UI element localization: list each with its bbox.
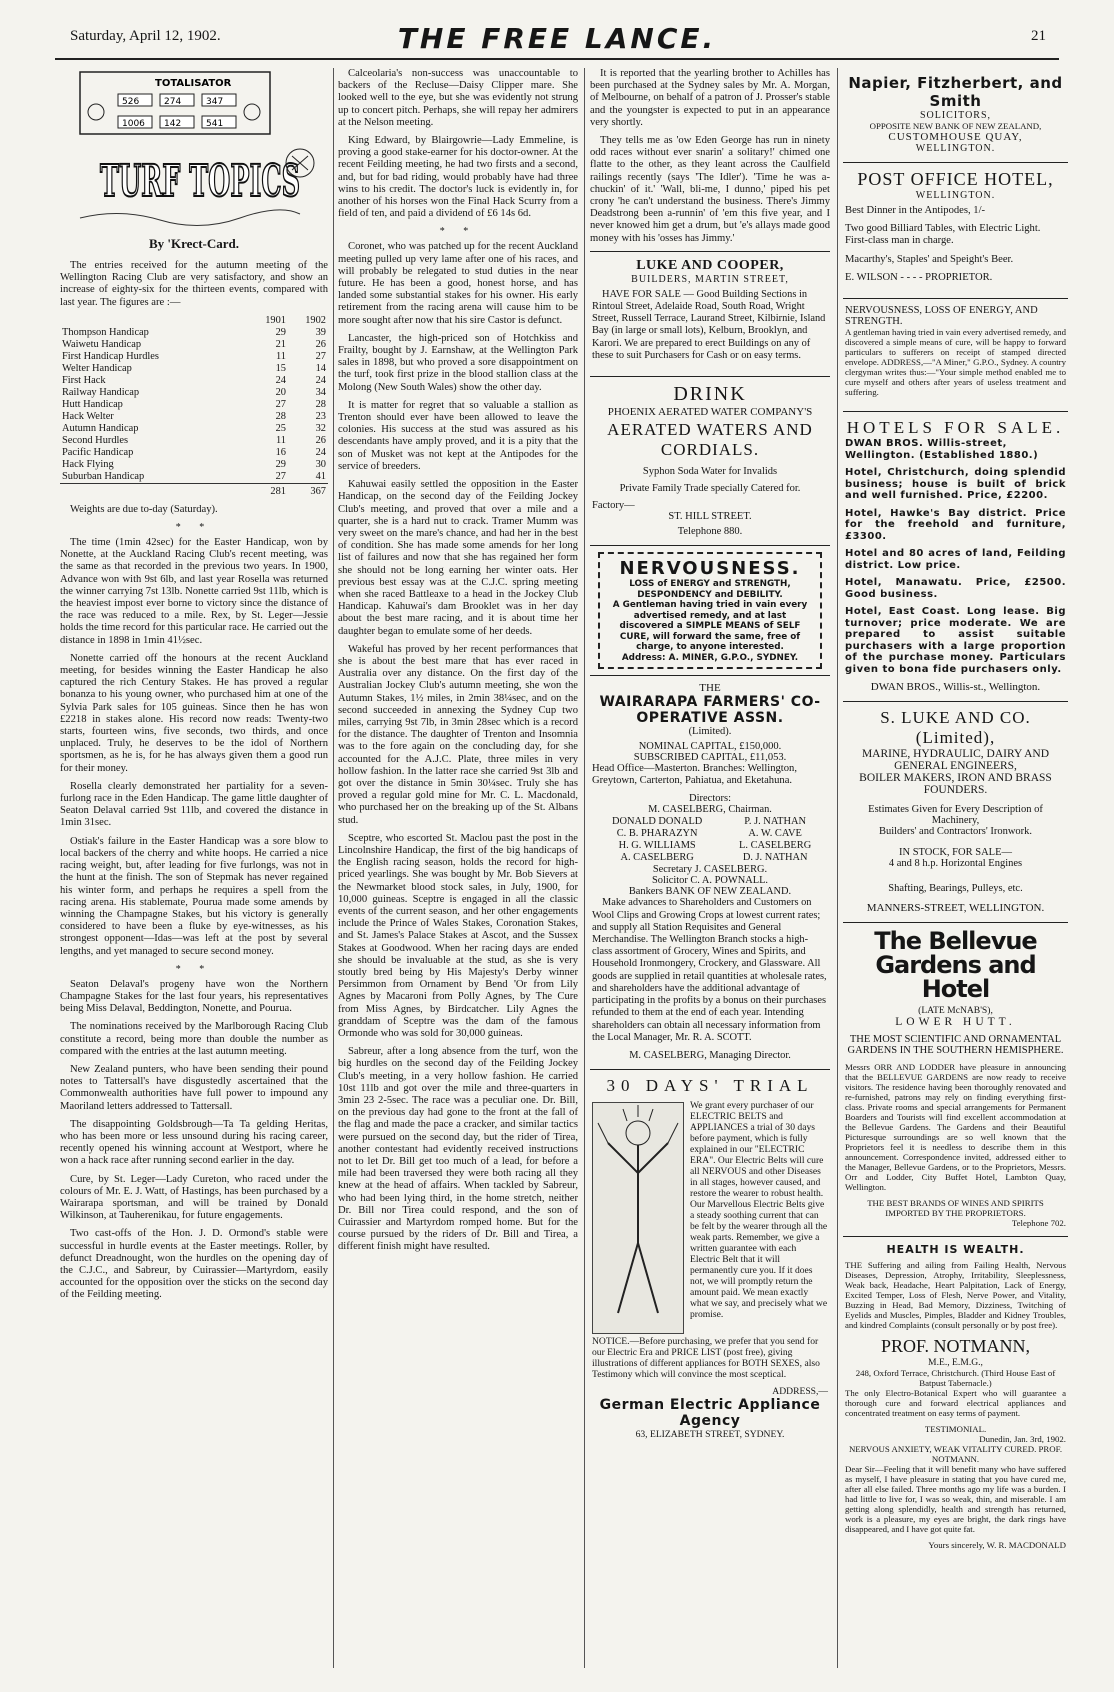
section-separator: * *: [175, 522, 213, 534]
table-row: [60, 471, 328, 484]
table-cell: Hutt Handicap: [62, 398, 123, 410]
totalisator-illustration: [60, 68, 328, 230]
article-paragraph: Nonette carried off the honours at the recent Auckland meeting, for besides winning the Easter Handicap he also captured the rich Century Stakes. He has proved a regular bonanza to his young owner, who purchased him at one of the Sylvia Park sales for 105 guineas. Since then he has won £2218 in stakes alone. His record now reads: Twenty-two starts, fourteen wins, five seconds, two thirds, and once unplaced. Truly, he deserves to be the idol of Northern sportsmen, as he is, for he has always given them a good run for their money.: [60, 652, 328, 774]
electric-figure-illustration: [592, 1102, 684, 1334]
table-cell: Hack Flying: [62, 458, 114, 470]
ad-body: HAVE FOR SALE — Good Building Sections in Rintoul Street, Adelaide Road, South Road, Wright Street, Russell Terrace, Laurand Street, Kilbirnie, Island Bay (in large or small lots), Kelburn, Brooklyn, and Karori. We are prepared to erect Buildings on any of these to suit Purchasers for Cash or on easy terms.: [592, 288, 826, 361]
table-cell: Waiwetu Handicap: [62, 338, 142, 350]
nervousness-box-ad: [598, 552, 822, 669]
article-paragraph: The nominations received by the Marlborough Racing Club constitute a record, being more than double the number as compared with the entries at the last autumn meeting.: [60, 1021, 328, 1057]
ad-phone: Telephone 702.: [1011, 1218, 1066, 1229]
ad-footer: DWAN BROS., Willis-st., Wellington.: [870, 681, 1041, 694]
ad-secretary: Secretary J. CASELBERG.: [652, 864, 768, 876]
article-paragraph: Wakeful has proved by her recent performances that she is about the best mare that has ever raced in Australia over any distance. On the first day of the Australian Jockey Club's autumn meeting, she won the Autumn Stakes, 1½ miles, in 2min 38¼sec, and on the second succeeded in annexing the Sydney Cup two miles, carrying 9st 7lb, in 3min 28sec which is a record for the distance. The daughter of Trenton and Insomnia was to the fore again on the concluding day, for she accounted for the A.J.C. Plate, three miles in very hollow fashion. In the latter race she carried 9st 3lb and got over the distance in 5min 30¼sec. Truly she has proved a regular gold mine for Mr. C. L. Macdonald, who purchased her on the breaking up of the St. Albans stud.: [338, 643, 578, 826]
table-cell: Second Hurdles: [62, 434, 129, 446]
column-divider: [584, 68, 585, 1668]
ad-title: NERVOUSNESS.: [619, 558, 801, 580]
table-cell: 27: [275, 470, 286, 482]
table-cell: 24: [315, 446, 326, 458]
ad-bankers: Bankers BANK OF NEW ZEALAND.: [628, 886, 792, 898]
article-paragraph: It is reported that the yearling brother to Achilles has been purchased at the Sydney sales by Mr. A. Morgan, of Melbourne, on behalf of a patron of J. Prosser's stable and the youngster is expected to put in an appearance very shortly.: [590, 68, 830, 128]
issue-date: Saturday, April 12, 1902.: [70, 28, 221, 44]
article-paragraph: They tells me as 'ow Eden George has run in ninety odd races without ever snarin' a solitary!' chimed one flatte to the other, as they leant across the Caulfield railings recently (says 'The Idler'). 'Time he was a-chuckin' of it.' 'Wall, bli-me, I dunno,' piped his pet crony 'he can't understand the business. There's Jimmy Deadstrong been a-runnin' of 'em this five year, and I never knowed him get a drum, but 'e's allays made good money with his 'osses has Jimmy.': [590, 135, 830, 244]
table-row: [60, 387, 328, 399]
ad-line: LOSS of ENERGY and STRENGTH, DESPONDENCY and DEBILITY.: [629, 579, 791, 600]
electric-belt-ad: [590, 1070, 830, 1448]
ad-line: Builders' and Contractors' Ironwork.: [878, 826, 1033, 838]
entries-table: [60, 315, 328, 498]
table-row: [60, 351, 328, 363]
ad-company: PHOENIX AERATED WATER COMPANY'S: [607, 406, 813, 419]
masthead: [0, 0, 1114, 58]
hotels-for-sale-ad: [843, 412, 1068, 702]
ad-line: Shafting, Bearings, Pulleys, etc.: [888, 883, 1023, 895]
table-cell: 41: [315, 470, 326, 482]
column-divider: [837, 68, 838, 1668]
ad-line: A Gentleman having tried in vain every advertised remedy, and at last discovered a SIMPLE MEANS of SELF CURE, will forward the same, free of charge, to anyone interested.: [612, 600, 808, 653]
ad-title: NERVOUSNESS, LOSS OF ENERGY, AND STRENGTH.: [845, 305, 1038, 328]
ad-line: TESTIMONIAL.: [924, 1424, 987, 1435]
ad-phone: Telephone 880.: [677, 526, 743, 538]
director-name: P. J. NATHAN: [744, 816, 807, 828]
director-name: DONALD DONALD: [611, 816, 703, 828]
ad-line: WELLINGTON.: [915, 143, 996, 154]
ad-line: ST. HILL STREET.: [668, 511, 752, 523]
ad-line: Address: A. MINER, G.P.O., SYDNEY.: [621, 652, 799, 663]
article-paragraph: Lancaster, the high-priced son of Hotchkiss and Frailty, bought by J. Earnshaw, at the Wellington Park sales in 1898, but who proved a sore disappointment on the turf, took first prize in the blood stallion class at the Molong (New South Wales) show the other day.: [338, 332, 578, 393]
ad-line: WELLINGTON.: [915, 190, 996, 201]
article-paragraph: Coronet, who was patched up for the recent Auckland meeting pulled up very lame after one of his races, and will probably be relegated to stud duties in the near future. He has been a good, honest horse, and has landed some substantial stakes for his owner. His early retirement from the racing arena will cause him to be more sought after now that his sire Castor is defunct.: [338, 241, 578, 326]
article-paragraph: Sceptre, who escorted St. Maclou past the post in the Lincolnshire Handicap, the first of the big handicaps of the English racing season, holds the record for high-priced yearlings. She was bought by Mr. Bob Sievers at the Newmarket blood stock sales, in July, 1900, for 10,000 guineas. Sceptre is engaged in all the classic events of the current season, and her other engagements include the Prince of Wales Stakes, Coronation Stakes, and St. James's Palace Stakes at Ascot, and the Sussex Stakes at Goodwood. When her racing days are ended she should be invaluable at the stud, as she is very stoutly bred being by His Majesty's Derby winner Persimmon from Ornament by Bend 'Or from Lily Agnes by Macaroni from Polly Agnes, by The Cure from Miss Agnes, by Birdcatcher. Lily Agnes the granddam of Sceptre was the dam of the famous Ormonde who was sold for 30,000 guineas.: [338, 832, 578, 1040]
ad-body: A gentleman having tried in vain every advertised remedy, and discovered a simple means of cure, will be happy to forward particulars to sufferers on receipt of stamped directed envelope. ADDRESS,—"A Miner," G.P.O., Sydney. A country clergyman writes thus:—"Your simple method enabled me to cure myself and others after years of useless treatment and suffering.: [845, 327, 1066, 398]
ad-line: Macarthy's, Staples' and Speight's Beer.: [845, 253, 1014, 265]
table-cell: 26: [315, 338, 326, 350]
director-name: A. CASELBERG: [620, 852, 694, 864]
ad-signature: Yours sincerely, W. R. MACDONALD: [928, 1540, 1066, 1551]
table-cell: 27: [275, 398, 286, 410]
ad-notice: NOTICE.—Before purchasing, we prefer that you send for our Electric Era and PRICE LIST (post free), giving illustrations of different appliances for BOTH SEXES, also Testimony which will convince the most sceptical.: [592, 1335, 820, 1380]
article-paragraph: Ostiak's failure in the Easter Handicap was a sore blow to local backers of the cherry and white hoops. He carried a nice racing weight, but, after leading for five furlongs, was not in the hunt at the finish. The son of Stepmak has never regained his winter form, and perhaps he requires a spell from the racing arena. His stablemate, Pourua made some amends by winning the Champagne Stakes, but his victory is generally considered to have been a fluke by eye-witnesses, as his strongest opponent—Idas—was left at the post by several lengths, and yet managed to secure second money.: [60, 835, 328, 957]
article-paragraph: King Edward, by Blairgowrie—Lady Emmeline, is proving a good stake-earner for his doctor-owner. At the recent Feilding meeting, he had two firsts and a second, and, but for bad riding, would probably have had three wins to his credit. The doctor's luck is evidently in, for another of his horses won the Final Hack Scurry from a field of ten, and paid a dividend of £6 14s 6d.: [338, 135, 578, 220]
table-cell: 23: [315, 410, 326, 422]
paper-title: THE FREE LANCE.: [397, 22, 717, 55]
news-and-ads-column: [590, 68, 830, 1448]
ad-line: 4 and 8 h.p. Horizontal Engines: [888, 858, 1023, 870]
ad-name: PROF. NOTMANN,: [880, 1336, 1031, 1357]
column-divider: [333, 68, 334, 1668]
nervousness-ad: [843, 299, 1068, 412]
table-cell: 21: [275, 338, 286, 350]
table-total-row: [60, 483, 328, 498]
ad-line: Dunedin, Jan. 3rd, 1902.: [979, 1434, 1066, 1445]
ad-proprietor: E. WILSON - - - - PROPRIETOR.: [845, 271, 993, 283]
ad-title: HOTELS FOR SALE.: [846, 418, 1065, 438]
table-row: [60, 339, 328, 351]
table-cell: 25: [275, 422, 286, 434]
ad-title: HEALTH IS WEALTH.: [886, 1243, 1025, 1257]
s-luke-co-ad: [843, 702, 1068, 923]
article-paragraph: It is matter for regret that so valuable a stallion as Trenton should ever have been allowed to leave the colonies. His success at the stud was assured as his descendants have amply proved, and it is a pity that the son of Musket was not kept at the Antipodes for the service of breeders.: [338, 399, 578, 472]
table-cell: 11: [275, 350, 286, 362]
table-cell: 29: [275, 458, 286, 470]
table-header-row: [60, 315, 328, 327]
director-name: C. B. PHARAZYN: [616, 828, 698, 840]
health-is-wealth-ad: [843, 1237, 1068, 1558]
table-cell: 30: [315, 458, 326, 470]
ad-directors-label: Directors:: [689, 793, 731, 805]
article-paragraph: Kahuwai easily settled the opposition in the Easter Handicap, on the second day of the Feilding Jockey Club's meeting, and proved that over a mile and a quarter, she is a hard nut to crack. Tramer Mumm was very sweet on the mare's chance, and had her in the best of condition. She has made some amends for her long list of failures and now that she has regained her form she should not be long earning her winter oats. Her previous best essay was at the C.J.C. spring meeting when she raced Battleaxe to a head in the Jockey Club Handicap. Kahuwai's dam Brooklet was in her day about the best mare racing, and it is about time her daughter began to emulate some of her deeds.: [338, 479, 578, 637]
wairarapa-ad: [590, 675, 830, 1070]
ad-title: DRINK: [673, 383, 747, 406]
section-separator: * *: [175, 963, 213, 975]
table-cell: First Handicap Hurdles: [62, 350, 159, 362]
article-paragraph: The entries received for the autumn meeting of the Wellington Racing Club are very satisfactory, and show an increase of eighty-six for the thirteen events, compared with last year. The figures are :—: [60, 260, 328, 308]
article-paragraph: Rosella clearly demonstrated her partiality for a seven-furlong race in the Eden Handicap. The game little daughter of Seaton Delaval carried 9st 11lb, and covered the distance in 1min 31sec.: [60, 780, 328, 829]
table-row: [60, 423, 328, 435]
logo-number: 1006: [122, 119, 145, 129]
logo-number: 526: [122, 97, 140, 107]
ad-the: THE: [699, 682, 721, 695]
director-row: [592, 816, 828, 828]
ad-title: The Bellevue Gardens and Hotel: [874, 927, 1037, 1004]
turf-topics-title: TURF TOPICS: [100, 156, 300, 207]
ad-product: AERATED WATERS AND CORDIALS.: [607, 420, 813, 460]
table-row: [60, 399, 328, 411]
table-cell: 16: [275, 446, 286, 458]
table-row: [60, 411, 328, 423]
director-row: [592, 828, 828, 840]
ad-title: S. LUKE AND CO. (Limited),: [880, 708, 1031, 748]
table-cell: 34: [315, 386, 326, 398]
logo-number: 274: [164, 97, 182, 107]
ad-line: Factory—: [592, 500, 635, 512]
table-cell: Suburban Handicap: [62, 470, 145, 482]
logo-number: 541: [206, 119, 224, 129]
article-paragraph: Two cast-offs of the Hon. J. D. Ormond's stable were successful in hurdle events at the Easter meetings. Roller, by defunct Dreadnought, won the hurdles on the opening day of the C.J.C., and Sabreur, by Cuirassier—Martyrdom, easily accounted for the opposition over the sticks on the second day of the Feilding meeting.: [60, 1228, 328, 1301]
ad-line: THE BEST BRANDS OF WINES AND SPIRITS IMPORTED BY THE PROPRIETORS.: [867, 1198, 1044, 1219]
table-cell: 20: [275, 386, 286, 398]
table-cell: Railway Handicap: [62, 386, 140, 398]
director-name: L. CASELBERG: [739, 840, 812, 852]
table-cell: 27: [315, 350, 326, 362]
table-cell: First Hack: [62, 374, 106, 386]
totalisator-label: TOTALISATOR: [155, 78, 232, 89]
article-paragraph: New Zealand punters, who have been sending their pound notes to Tattersall's have disgustedly ascertained that the Commonwealth authorities have full power to impound any Maoriland letters addressed to Tattersall.: [60, 1063, 328, 1112]
directors-table: [592, 804, 828, 864]
ad-line: LOWER HUTT.: [895, 1016, 1016, 1029]
ad-manager: M. CASELBERG, Managing Director.: [629, 1049, 791, 1061]
ad-title: WAIRARAPA FARMERS' CO-OPERATIVE ASSN.: [599, 694, 821, 727]
ad-line: CUSTOMHOUSE QUAY,: [888, 131, 1023, 143]
table-cell: Thompson Handicap: [62, 326, 149, 338]
ad-body: THE Suffering and ailing from Failing Health, Nervous Diseases, Depression, Atrophy, Irritability, Sleeplessness, Weak back, Headache, Heart Palpitation, Lack of Energy, Excited Temper, Loss of Flesh, Nerve Power, and Vitality, Buzzing in Head, Bad Memory, Dizziness, Twitching of Eyelids and Muscles, Pimples, Bladder and Kidney Troubles, and kindred Complaints (consult personally or by post free).: [845, 1260, 1066, 1331]
post-office-hotel-ad: [843, 163, 1068, 299]
napier-fitzherbert-ad: [843, 68, 1068, 163]
table-cell: 32: [315, 422, 326, 434]
ad-subtitle: BUILDERS, MARTIN STREET,: [631, 273, 789, 285]
ad-headline: 30 DAYS' TRIAL: [606, 1075, 814, 1095]
table-cell: Welter Handicap: [62, 362, 132, 374]
ad-line: Hotel and 80 acres of land, Feilding district. Low price.: [845, 548, 1066, 571]
table-row: [60, 363, 328, 375]
table-row: [60, 327, 328, 339]
table-header-cell: 1901: [265, 314, 286, 326]
table-cell: 26: [315, 434, 326, 446]
ad-line: THE MOST SCIENTIFIC AND ORNAMENTAL GARDENS IN THE SOUTHERN HEMISPHERE.: [847, 1034, 1064, 1057]
ad-line: The only Electro-Botanical Expert who will guarantee a thorough cure and forward electrical appliances and concentrated treatment on easy terms of payment.: [845, 1388, 1066, 1419]
table-cell: 24: [315, 374, 326, 386]
article-paragraph: Weights are due to-day (Saturday).: [70, 503, 218, 515]
ad-line: Hotel, Hawke's Bay district. Price for the freehold and furniture, £3300.: [845, 507, 1066, 542]
ad-body: Dear Sir—Feeling that it will benefit many who have suffered as myself, I have pleasure in stating that you have cured me, after all else failed. Three months ago my life was a burden. I had little to live for, I was so weak, thin, and miserable. I am getting along splendidly, health and strength has returned, work is a pleasure, my eyes are bright, the dark rings have disappeared, and I have got quite fat.: [845, 1464, 1066, 1535]
ad-address-label: ADDRESS,—: [772, 1385, 828, 1397]
table-cell: 281: [248, 483, 288, 498]
ad-company: German Electric Appliance Agency: [599, 1396, 821, 1429]
table-row: [60, 375, 328, 387]
director-name: H. G. WILLIAMS: [618, 840, 696, 852]
turf-topics-logo: [60, 68, 328, 230]
ad-line: Estimates Given for Every Description of Machinery,: [868, 804, 1043, 827]
ad-line: MANNERS-STREET, WELLINGTON.: [866, 902, 1045, 915]
ad-line: Hotel, East Coast. Long lease. Big turnover; price moderate. We are prepared to assist suitable purchasers with a large proportion of the purchase money. Particulars given to bona fide purchasers only.: [845, 606, 1066, 675]
advertisements-column: [843, 68, 1068, 1558]
director-row: [592, 840, 828, 852]
ad-offer: We grant every purchaser of our ELECTRIC BELTS and APPLIANCES a trial of 30 days before payment, which is fully explained in our "ELECTRIC ERA". Our Electric Belts will cure all NERVOUS and other Diseases in all stages, however caused, and restore the wearer to robust health. Our Marvellous Electric Belts give a steady soothing current that can be felt by the wearer through all the weak parts. Remember, we give a written guarantee with each Electric Belt that it will permanently cure you. If it does not, we will promptly return the amount paid. We mean exactly what we say, and precisely what we promise.: [690, 1099, 828, 1320]
page-number: 21: [1031, 28, 1046, 44]
table-header-cell: [60, 315, 248, 327]
table-row: [60, 447, 328, 459]
table-cell: 29: [275, 326, 286, 338]
turf-topics-column: [60, 68, 328, 1308]
ad-title: Napier, Fitzherbert, and Smith: [848, 74, 1063, 110]
article-paragraph: The time (1min 42sec) for the Easter Handicap, won by Nonette, at the Auckland Racing Club's recent meeting, was the same as that recorded in the previous two years. In 1900, Advance won with 9st 6lb, and last year Rosella was returned the winner carrying 7st 13lb. Nonette carried 9st 11lb, which is the heaviest impost ever borne to victory since the distance of the race was reduced to a mile. Rex, by St. Leger—Jessie holds the time record for this particular race. He carried out the distance in 1898 in 1min 41½sec.: [60, 537, 328, 646]
table-cell: 367: [288, 483, 328, 498]
table-cell: [60, 483, 248, 498]
byline: By 'Krect-Card.: [148, 236, 240, 251]
phoenix-drink-ad: [590, 377, 830, 546]
article-paragraph: Cure, by St. Leger—Lady Cureton, who raced under the colours of Mr. E. J. Watt, of Hastings, has been purchased by a Wairarapa sportsman, and will be trained by Donald Wilkinson, at Tauherenikau, for future engagements.: [60, 1173, 328, 1222]
article-paragraph: Calceolaria's non-success was unaccountable to backers of the Recluse—Daisy Clipper mare. She looked well to the eye, but she was evidently not strung up to concert pitch. Perhaps, she will repay her admirers at the Nelson meeting.: [338, 68, 578, 128]
ad-limited: (Limited).: [688, 726, 732, 738]
table-cell: Autumn Handicap: [62, 422, 139, 434]
table-cell: 15: [275, 362, 286, 374]
luke-cooper-ad: [590, 251, 830, 377]
ad-line: OPPOSITE NEW BANK OF NEW ZEALAND,: [869, 121, 1042, 131]
ad-line: Best Dinner in the Antipodes, 1/-: [845, 205, 986, 216]
ad-line: Two good Billiard Tables, with Electric Light. First-class man in charge.: [845, 223, 1041, 247]
ad-subscribed: SUBSCRIBED CAPITAL, £11,053.: [633, 752, 787, 764]
table-header-cell: 1902: [305, 314, 326, 326]
ad-line: Syphon Soda Water for Invalids: [642, 466, 778, 478]
ad-line: NERVOUS ANXIETY, WEAK VITALITY CURED. PROF. NOTMANN.: [848, 1444, 1063, 1465]
ad-line: Hotel, Christchurch, doing splendid business; house is built of brick and well furnished. Price, £2200.: [845, 467, 1066, 502]
table-row: [60, 459, 328, 471]
director-row: [592, 852, 828, 864]
table-cell: 24: [275, 374, 286, 386]
article-paragraph: Seaton Delaval's progeny have won the Northern Champagne Stakes for the last four years, his representatives being Miss Delaval, Beddington, Nonette, and Pourua.: [60, 978, 328, 1015]
bellevue-gardens-ad: [843, 923, 1068, 1237]
ad-line: IN STOCK, FOR SALE—: [899, 847, 1012, 859]
ad-line: DWAN BROS. Willis-street, Wellington. (Established 1880.): [845, 438, 1039, 461]
article-paragraph: Sabreur, after a long absence from the turf, won the big hurdles on the second day of the Feilding Jockey Club's meeting, in a very hollow fashion. He carried 10st 11lb and got over the mile and three-quarters in 3min 23 2-5sec. The race was a peculiar one. Dr. Bill, on the previous day had gone to the front at the fall of the flag and made the pace a cracker, and similar tactics were pursued on the second day, but the rider of Tirea, another contestant had evidently received instructions not to let Dr. Bill get too much of a lead, for before a mile had been traversed they were both racing all they knew at the head of affairs. When tackled by Sabreur, who had been lying third, in the home stretch, neither Dr. Bill nor Tirea could respond, and the son of Cuirassier and Martyrdom romped home. But for the course pursued by the riders of Dr. Bill and Tirea, a different finish might have resulted.: [338, 1046, 578, 1253]
ad-line: Private Family Trade specially Catered for.: [619, 483, 801, 495]
table-cell: 28: [275, 410, 286, 422]
table-cell: Hack Welter: [62, 410, 114, 422]
ad-line: (LATE McNAB'S),: [918, 1005, 993, 1017]
ad-solicitor: Solicitor C. A. POWNALL.: [651, 875, 769, 887]
table-cell: 39: [315, 326, 326, 338]
table-row: [60, 435, 328, 447]
table-cell: 11: [275, 434, 286, 446]
ad-street: 63, ELIZABETH STREET, SYDNEY.: [635, 1428, 785, 1440]
director-name: M. CASELBERG, Chairman.: [648, 804, 772, 816]
ad-body: Make advances to Shareholders and Customers on Wool Clips and Growing Crops at lowest current rates; and supply all Station Requisites and General Merchandise. The Wellington Branch stocks a high-class assortment of Grocery, Wines and Spirits, and Household Ironmongery, Crockery, and Glassware. All goods are supplied in retail quantities at wholesale rates, and shareholders have the additional advantage of participating in the profits by a bonus on their purchases refunded to them at the end of each year. Intending shareholders can obtain all necessary information from the Local Manager, Mr. R. A. SCOTT.: [592, 897, 827, 1043]
table-cell: 28: [315, 398, 326, 410]
ad-title: LUKE AND COOPER,: [636, 257, 784, 273]
director-row: [592, 804, 828, 816]
masthead-rule: [55, 58, 1059, 60]
table-cell: 14: [315, 362, 326, 374]
ad-line: 248, Oxford Terrace, Christchurch. (Third House East of Batpust Tabernacle.): [855, 1368, 1056, 1389]
ad-head-office: Head Office—Masterton. Branches: Wellington, Greytown, Carterton, Pahiatua, and Eketahuna.: [592, 763, 797, 787]
article-paragraph: The disappointing Goldsbrough—Ta Ta gelding Heritas, who has been more or less unsound during his racing career, recently opened his winning account at Westport, where he won a hack race after running second earlier in the day.: [60, 1118, 328, 1167]
logo-number: 142: [164, 119, 182, 129]
ad-title: POST OFFICE HOTEL,: [857, 169, 1054, 189]
ad-line: MARINE, HYDRAULIC, DAIRY AND GENERAL ENGINEERS,: [861, 748, 1050, 773]
ad-capital: NOMINAL CAPITAL, £150,000.: [638, 741, 782, 753]
ad-line: Hotel, Manawatu. Price, £2500. Good business.: [845, 577, 1066, 600]
table-cell: Pacific Handicap: [62, 446, 134, 458]
ad-line: SOLICITORS,: [919, 110, 992, 121]
section-separator: * *: [439, 226, 477, 238]
ad-line: BOILER MAKERS, IRON AND BRASS FOUNDERS.: [859, 772, 1052, 797]
ad-body: Messrs ORR AND LODDER have pleasure in announcing that the BELLEVUE GARDENS are now ready to receive visitors. The residence having been thoroughly renovated and re-furnished, patrons may rely on finding everything first-class. Private rooms and special arrangements for Permanent Boarders and Tourists will find excellent accommodation at the Bellevue Gardens. The Gardens and their Beautiful Picturesque surroundings are so well known that the Proprietors feel it is needless to describe them in this announcement. Correspondence invited, addressed either to the Manager, Bellevue Gardens, or to the Proprietors, Messrs. Orr and Lodder, City Buffet Hotel, Lambton Quay, Wellington.: [845, 1062, 1066, 1193]
director-name: A. W. CAVE: [748, 828, 802, 840]
director-name: D. J. NATHAN: [742, 852, 808, 864]
turf-topics-column-continued: [338, 68, 578, 1260]
ad-line: M.E., E.M.G.,: [928, 1357, 983, 1369]
logo-number: 347: [206, 97, 224, 107]
